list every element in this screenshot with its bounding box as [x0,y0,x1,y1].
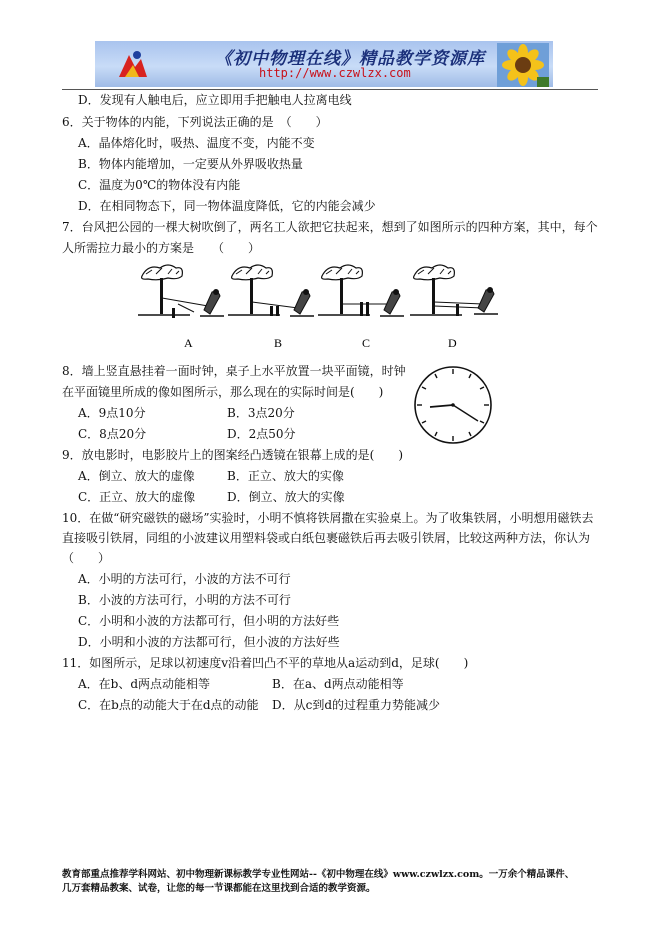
q11-option-c: C．在b点的动能大于在d点的动能 [78,698,259,712]
scheme-b [228,265,314,316]
q6-option-d: D．在相同物态下，同一物体温度降低，它的内能会减少 [78,199,376,213]
scheme-label-b: B [274,336,283,350]
q10-option-a: A．小明的方法可行，小波的方法不可行 [78,572,291,586]
q11-option-d: D．从c到d的过程重力势能减少 [272,698,441,712]
q9-stem: 9．放电影时，电影胶片上的图案经凸透镜在银幕上成的是( ) [62,448,404,462]
q10-stem-line2: 直接吸引铁屑，同组的小波建议用塑料袋或白纸包裹磁铁后再去吸引铁屑，比较这两种方法，你认为 [62,531,591,545]
scheme-a [138,265,224,318]
scheme-label-c: C [362,336,371,350]
q7-stem-line2: 人所需拉力最小的方案是 （ ） [62,241,261,255]
scheme-d [410,265,498,316]
scheme-label-a: A [184,336,193,350]
q5-option-d: D．发现有人触电后，应立即用手把触电人拉离电线 [78,93,352,107]
q8-option-b: B．3点20分 [227,406,295,420]
q11-option-b: B．在a、d两点动能相等 [272,677,404,691]
q6-option-c: C．温度为0℃的物体没有内能 [78,178,241,192]
q10-option-b: B．小波的方法可行，小明的方法不可行 [78,593,291,607]
footer-line2: 几万套精品教案、试卷，让您的每一节课都能在这里找到合适的教学资源。 [62,883,376,894]
footer-line1: 教育部重点推荐学科网站、初中物理新课标教学专业性网站--《初中物理在线》www.czwlzx.com。一万余个精品课件、 [62,869,575,880]
scheme-c [318,265,404,316]
q6-option-a: A．晶体熔化时，吸热、温度不变，内能不变 [78,136,315,150]
header-rule [62,89,598,90]
q7-figure [138,262,508,354]
q8-option-a: A．9点10分 [78,406,146,420]
banner-title: 《初中物理在线》精品教学资源库 [215,49,485,69]
q10-stem-line3: （ ） [62,551,111,565]
q9-option-a: A．倒立、放大的虚像 [78,469,195,483]
q10-option-c: C．小明和小波的方法都可行，但小明的方法好些 [78,614,340,628]
q8-stem-line1: 8．墙上竖直悬挂着一面时钟，桌子上水平放置一块平面镜，时钟 [62,364,406,378]
q9-option-d: D．倒立、放大的实像 [227,490,345,504]
q9-option-c: C．正立、放大的虚像 [78,490,196,504]
header-banner [95,41,553,87]
q10-stem-line1: 10．在做“研究磁铁的磁场”实验时，小明不慎将铁屑撒在实验桌上。为了收集铁屑，小明想用磁铁去 [62,511,594,525]
banner-url[interactable]: http://www.czwlzx.com [259,66,411,80]
site-logo-icon [115,47,151,83]
q6-stem: 6．关于物体的内能，下列说法正确的是 （ ） [62,115,328,129]
q8-stem-line2: 在平面镜里所成的像如图所示，那么现在的实际时间是( ) [62,385,384,399]
sunflower-icon [497,43,549,87]
q10-option-d: D．小明和小波的方法都可行，但小波的方法好些 [78,635,340,649]
q8-option-d: D．2点50分 [227,427,296,441]
q8-option-c: C．8点20分 [78,427,147,441]
clock-mirror-figure [412,364,494,446]
q6-option-b: B．物体内能增加，一定要从外界吸收热量 [78,157,303,171]
q11-stem: 11．如图所示，足球以初速度v沿着凹凸不平的草地从a运动到d，足球( ) [62,656,469,670]
q9-option-b: B．正立、放大的实像 [227,469,344,483]
q11-option-a: A．在b、d两点动能相等 [78,677,211,691]
q7-stem-line1: 7．台风把公园的一棵大树吹倒了，两名工人欲把它扶起来，想到了如图所示的四种方案，其中，每个 [62,220,598,234]
scheme-label-d: D [448,336,457,350]
